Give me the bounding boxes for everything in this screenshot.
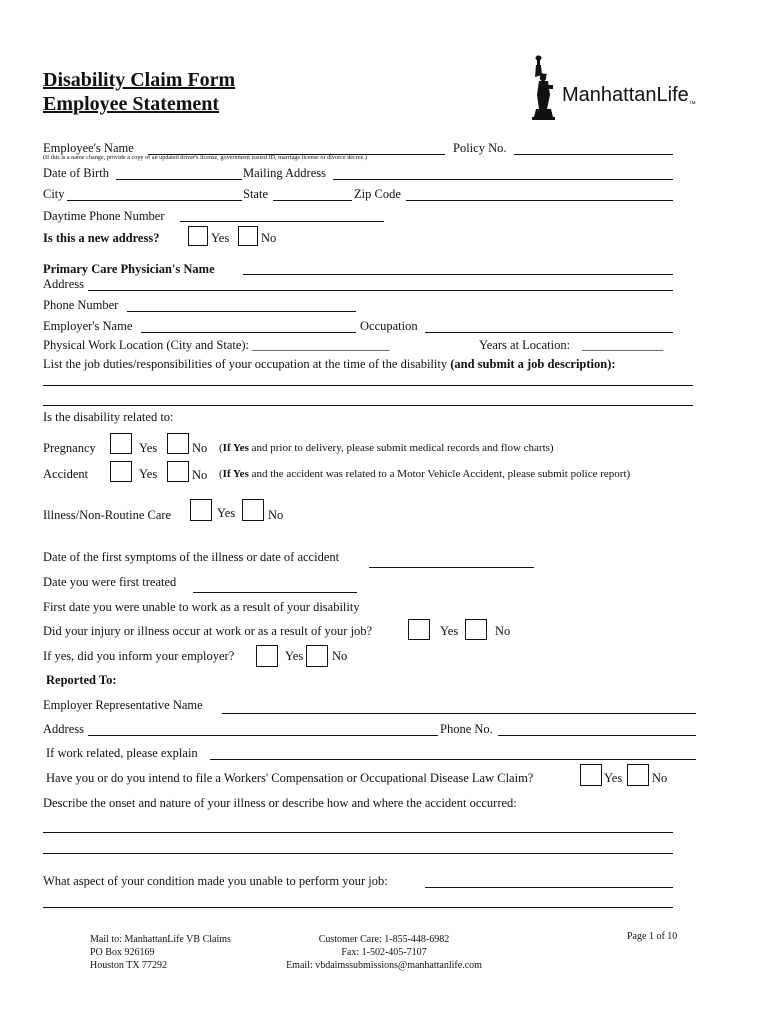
occupation-label: Occupation: [360, 319, 418, 333]
physician-phone-label: Phone Number: [43, 298, 119, 312]
job-duties-field-2[interactable]: [43, 405, 693, 406]
fax-line: Fax: 1-502-405-7107: [341, 947, 427, 958]
inform-employer-yes-checkbox[interactable]: [256, 645, 278, 667]
employer-name-label: Employer's Name: [43, 319, 133, 333]
accident-note: [219, 468, 630, 481]
describe-onset-field-1[interactable]: [43, 832, 673, 833]
new-address-yes-label: Yes: [211, 231, 230, 245]
new-address-yes-checkbox[interactable]: [188, 226, 208, 246]
accident-no-checkbox[interactable]: [167, 461, 189, 482]
mailing-address-label: Mailing Address: [243, 166, 326, 180]
pregnancy-note: [219, 442, 554, 455]
what-aspect-field-2[interactable]: [43, 907, 673, 908]
logo-trademark: ™: [688, 101, 696, 108]
job-duties-field-1[interactable]: [43, 385, 693, 386]
statue-of-liberty-logo-icon: [528, 55, 558, 125]
job-duties-label: [43, 357, 616, 371]
physician-name-field[interactable]: [243, 274, 673, 275]
state-label: State: [243, 187, 268, 201]
first-symptoms-field[interactable]: [369, 567, 534, 568]
new-address-no-label: No: [261, 231, 277, 245]
at-work-yes-label: Yes: [440, 624, 459, 638]
accident-note-if-yes: If Yes: [222, 468, 249, 480]
work-related-field[interactable]: [210, 759, 696, 760]
illness-no-checkbox[interactable]: [242, 499, 264, 521]
mailing-address-field[interactable]: [333, 179, 673, 180]
customer-care-line: Customer Care: 1-855-448-6982: [318, 934, 450, 945]
rep-phone-field[interactable]: [498, 735, 696, 736]
mail-to-line2: PO Box 926169: [90, 947, 155, 958]
occupation-field[interactable]: [425, 332, 673, 333]
rep-name-label: Employer Representative Name: [43, 698, 203, 712]
describe-onset-field-2[interactable]: [43, 853, 673, 854]
inform-employer-no-label: No: [332, 649, 348, 663]
daytime-phone-label: Daytime Phone Number: [43, 209, 165, 223]
inform-employer-no-checkbox[interactable]: [306, 645, 328, 667]
years-at-location-field[interactable]: _____________: [582, 338, 664, 352]
unable-to-work-label: First date you were unable to work as a result of your disability: [43, 600, 360, 614]
policy-no-field[interactable]: [514, 154, 673, 155]
reported-to-label: Reported To:: [46, 673, 117, 687]
at-work-no-label: No: [495, 624, 511, 638]
physician-label: Primary Care Physician's Name: [43, 262, 215, 276]
logo-text: ManhattanLife: [562, 84, 689, 106]
physician-address-field[interactable]: [88, 290, 673, 291]
illness-yes-label: Yes: [217, 506, 236, 520]
pregnancy-yes-checkbox[interactable]: [110, 433, 132, 454]
work-related-label: If work related, please explain: [46, 746, 198, 760]
at-work-no-checkbox[interactable]: [465, 619, 487, 640]
rep-address-field[interactable]: [88, 735, 438, 736]
workers-comp-label: Have you or do you intend to file a Workers' Compensation or Occupational Disease Law Claim?: [46, 771, 534, 785]
pregnancy-note-if-yes: If Yes: [222, 442, 249, 454]
dob-field[interactable]: [116, 179, 242, 180]
new-address-no-checkbox[interactable]: [238, 226, 258, 246]
accident-label: Accident: [43, 467, 89, 481]
job-description-note: (and submit a job description):: [450, 357, 616, 371]
accident-yes-label: Yes: [139, 467, 158, 481]
page-number: Page 1 of 10: [627, 931, 678, 942]
city-field[interactable]: [67, 200, 242, 201]
employee-name-label: Employee's Name: [43, 141, 134, 155]
at-work-yes-checkbox[interactable]: [408, 619, 430, 640]
first-treated-field[interactable]: [193, 592, 357, 593]
at-work-label: Did your injury or illness occur at work or as a result of your job?: [43, 624, 373, 638]
physician-phone-field[interactable]: [127, 311, 356, 312]
pregnancy-label: Pregnancy: [43, 441, 96, 455]
illness-yes-checkbox[interactable]: [190, 499, 212, 521]
zip-label: Zip Code: [354, 187, 401, 201]
what-aspect-label: What aspect of your condition made you unable to perform your job:: [43, 874, 388, 888]
physician-address-label: Address: [43, 277, 84, 291]
what-aspect-field-1[interactable]: [425, 887, 673, 888]
employer-name-field[interactable]: [141, 332, 356, 333]
workers-comp-no-label: No: [652, 771, 668, 785]
accident-no-label: No: [192, 468, 208, 482]
rep-address-label: Address: [43, 722, 84, 736]
city-label: City: [43, 187, 65, 201]
email-line: Email: vbdaimssubmissions@manhattanlife.com: [286, 960, 482, 971]
name-change-note: (If this is a name change, provide a copy of an updated driver's license, government issued ID, marriage license or divorce decree.): [43, 154, 367, 161]
form-subtitle: Employee Statement: [43, 93, 220, 115]
pregnancy-no-label: No: [192, 441, 208, 455]
years-at-location-label: Years at Location:: [479, 338, 571, 352]
pregnancy-no-checkbox[interactable]: [167, 433, 189, 454]
first-treated-label: Date you were first treated: [43, 575, 177, 589]
accident-note-text: and the accident was related to a Motor Vehicle Accident, please submit police report): [251, 468, 631, 480]
pregnancy-yes-label: Yes: [139, 441, 158, 455]
describe-onset-label: Describe the onset and nature of your illness or describe how and where the accident occurred:: [43, 796, 517, 810]
rep-name-field[interactable]: [222, 713, 696, 714]
work-location-label[interactable]: Physical Work Location (City and State): ______________________: [43, 338, 390, 352]
new-address-label: Is this a new address?: [43, 231, 160, 245]
first-symptoms-label: Date of the first symptoms of the illness or date of accident: [43, 550, 340, 564]
disability-related-question: Is the disability related to:: [43, 410, 174, 424]
inform-employer-yes-label: Yes: [285, 649, 304, 663]
workers-comp-yes-checkbox[interactable]: [580, 764, 602, 786]
illness-label: Illness/Non-Routine Care: [43, 508, 172, 522]
inform-employer-label: If yes, did you inform your employer?: [43, 649, 235, 663]
dob-label: Date of Birth: [43, 166, 109, 180]
manhattanlife-logo: [562, 84, 696, 116]
workers-comp-yes-label: Yes: [604, 771, 623, 785]
illness-no-label: No: [268, 508, 284, 522]
mail-to-line1: Mail to: ManhattanLife VB Claims: [90, 934, 231, 945]
pregnancy-note-paren: (: [219, 442, 223, 454]
accident-note-paren: (: [219, 468, 223, 480]
mail-to-line3: Houston TX 77292: [90, 960, 168, 971]
policy-no-label: Policy No.: [453, 141, 507, 155]
workers-comp-no-checkbox[interactable]: [627, 764, 649, 786]
daytime-phone-field[interactable]: [180, 221, 384, 222]
pregnancy-note-text: and prior to delivery, please submit medical records and flow charts): [251, 442, 554, 454]
zip-field[interactable]: [406, 200, 673, 201]
rep-phone-label: Phone No.: [440, 722, 493, 736]
form-title: Disability Claim Form: [43, 69, 236, 91]
state-field[interactable]: [273, 200, 352, 201]
job-duties-text: List the job duties/responsibilities of your occupation at the time of the disability: [43, 357, 448, 371]
accident-yes-checkbox[interactable]: [110, 461, 132, 482]
